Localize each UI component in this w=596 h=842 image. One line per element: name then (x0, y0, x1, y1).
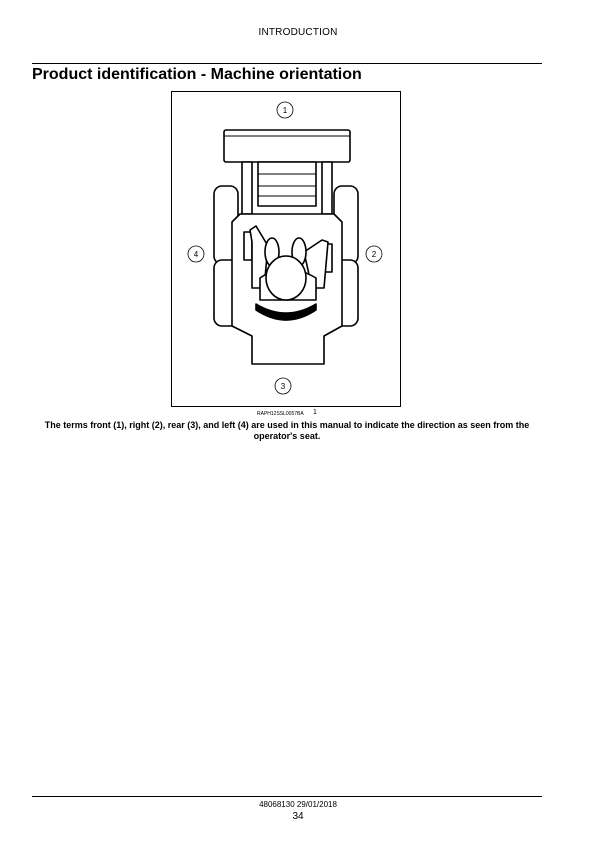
front-grille-shape (258, 162, 316, 206)
machine-top-view-illustration (172, 92, 402, 408)
figure-caption: The terms front (1), right (2), rear (3), and left (4) are used in this manual to indicate the direction as seen from the operator's seat. (44, 420, 530, 441)
figure-number: 1 (313, 409, 317, 416)
page-title: Product identification - Machine orientation (32, 66, 362, 83)
callout-right-label: 2 (371, 250, 377, 259)
left-arm-shape (242, 162, 252, 214)
footer-document-id: 48068130 29/01/2018 (259, 800, 337, 809)
callout-rear-label: 3 (280, 382, 286, 391)
machine-orientation-figure (171, 91, 401, 407)
callout-front-label: 1 (282, 106, 288, 115)
bottom-divider (32, 796, 542, 797)
section-header: INTRODUCTION (258, 27, 338, 38)
bucket-shape (224, 130, 350, 162)
top-divider (32, 63, 542, 64)
right-arm-shape (322, 162, 332, 214)
callout-left-label: 4 (193, 250, 199, 259)
page-number: 34 (292, 811, 304, 822)
operator-head (266, 256, 306, 300)
figure-reference-code: RAPH12SSL0057BA (257, 411, 304, 417)
